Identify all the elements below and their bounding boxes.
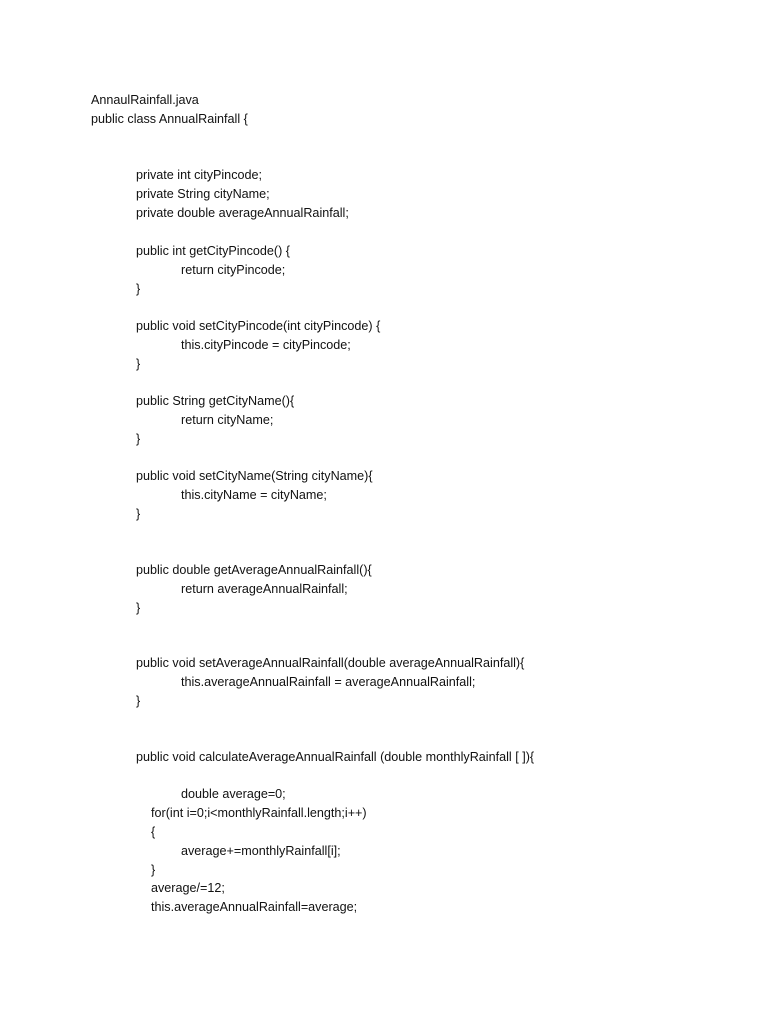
code-line: public void setCityName(String cityName){ xyxy=(136,469,373,483)
code-line: return averageAnnualRainfall; xyxy=(181,582,348,596)
code-line: this.cityName = cityName; xyxy=(181,488,327,502)
code-line: } xyxy=(136,601,141,615)
code-line: public void setCityPincode(int cityPincode) { xyxy=(136,319,381,333)
code-line: } xyxy=(136,432,141,446)
code-line: this.cityPincode = cityPincode; xyxy=(181,338,351,352)
code-line: double average=0; xyxy=(181,787,286,801)
code-line: } xyxy=(136,282,141,296)
file-name: AnnaulRainfall.java xyxy=(91,93,199,107)
code-line: } xyxy=(151,863,156,877)
code-line-field-pincode: private int cityPincode; xyxy=(136,168,262,182)
code-line: return cityName; xyxy=(181,413,274,427)
code-line: for(int i=0;i<monthlyRainfall.length;i++) xyxy=(151,806,367,820)
code-line-field-rainfall: private double averageAnnualRainfall; xyxy=(136,206,349,220)
code-line-class-declaration: public class AnnualRainfall { xyxy=(91,112,248,126)
code-line: public String getCityName(){ xyxy=(136,394,295,408)
code-line: } xyxy=(136,357,141,371)
code-line: { xyxy=(151,825,156,839)
code-line-field-cityname: private String cityName; xyxy=(136,187,270,201)
code-line: public void calculateAverageAnnualRainfall (double monthlyRainfall [ ]){ xyxy=(136,750,535,764)
code-line: return cityPincode; xyxy=(181,263,286,277)
code-line: } xyxy=(136,507,141,521)
code-line: } xyxy=(136,694,141,708)
code-line: this.averageAnnualRainfall = averageAnnualRainfall; xyxy=(181,675,476,689)
code-line: average+=monthlyRainfall[i]; xyxy=(181,844,341,858)
code-line: public double getAverageAnnualRainfall(){ xyxy=(136,563,372,577)
code-line: average/=12; xyxy=(151,881,225,895)
code-line: public int getCityPincode() { xyxy=(136,244,291,258)
code-line: public void setAverageAnnualRainfall(double averageAnnualRainfall){ xyxy=(136,656,525,670)
code-line: this.averageAnnualRainfall=average; xyxy=(151,900,358,914)
